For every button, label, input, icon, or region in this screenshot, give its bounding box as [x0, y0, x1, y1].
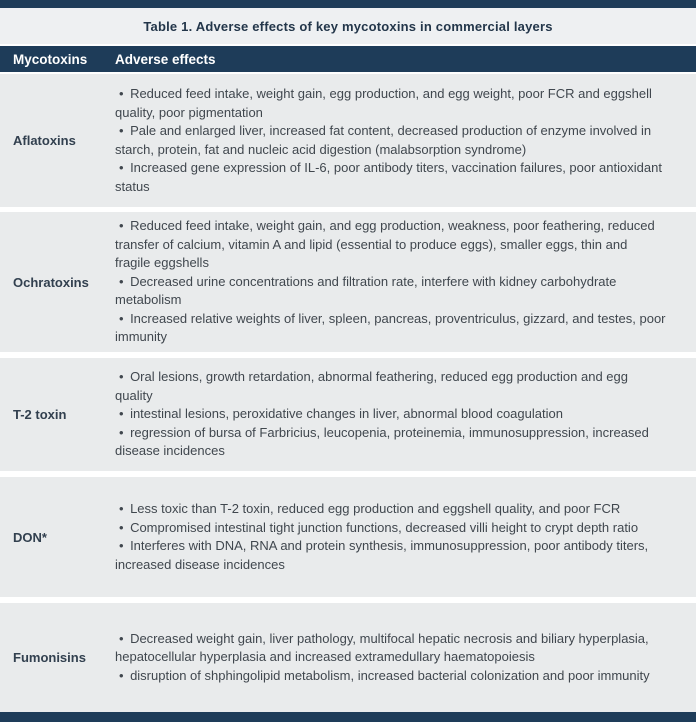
bullet-item: • Increased relative weights of liver, spleen, pancreas, proventriculus, gizzard, and testes, poor immunity [115, 310, 666, 347]
table-title: Table 1. Adverse effects of key mycotoxins in commercial layers [143, 18, 553, 34]
adverse-effects-cell [115, 603, 696, 712]
mycotoxin-name: DON* [13, 529, 47, 545]
bullet-item: • Reduced feed intake, weight gain, and egg production, weakness, poor feathering, reduced transfer of calcium, vitamin A and lipid (essential to produce eggs), smaller eggs, thin and fragile eggshells [115, 217, 666, 273]
bullet-item: • Interferes with DNA, RNA and protein synthesis, immunosuppression, poor antibody titers, increased disease incidences [115, 537, 666, 574]
adverse-effects-cell [115, 358, 696, 471]
table-title-bar [0, 8, 696, 44]
adverse-effects-cell [115, 477, 696, 597]
top-border-bar [0, 0, 696, 8]
bullet-item: • Compromised intestinal tight junction functions, decreased villi height to crypt depth ratio [115, 519, 666, 538]
column-header-adverse-effects: Adverse effects [115, 51, 216, 67]
mycotoxin-name: Fumonisins [13, 650, 86, 665]
bullet-item: • Oral lesions, growth retardation, abnormal feathering, reduced egg production and egg quality [115, 368, 666, 405]
bullet-item: • Increased gene expression of IL-6, poor antibody titers, vaccination failures, poor antioxidant status [115, 159, 666, 196]
bullet-item: • Decreased urine concentrations and filtration rate, interfere with kidney carbohydrate metabolism [115, 273, 666, 310]
bullet-item: • Decreased weight gain, liver pathology, multifocal hepatic necrosis and biliary hyperplasia, hepatocellular hyperplasia and increased extramedullary haematopoiesis [115, 630, 666, 667]
adverse-effects-cell [115, 212, 696, 352]
bullet-item: • Less toxic than T-2 toxin, reduced egg production and eggshell quality, and poor FCR [115, 500, 666, 519]
bottom-border-bar [0, 712, 696, 722]
column-header-mycotoxins: Mycotoxins [13, 51, 88, 67]
bullet-item: • Reduced feed intake, weight gain, egg production, and egg weight, poor FCR and eggshell quality, poor pigmentation [115, 85, 666, 122]
mycotoxin-name: Aflatoxins [13, 133, 76, 148]
table-row [0, 212, 696, 352]
table-header-row [0, 46, 696, 72]
bullet-item: • intestinal lesions, peroxidative changes in liver, abnormal blood coagulation [115, 405, 666, 424]
mycotoxin-name: T-2 toxin [13, 407, 67, 422]
bullet-item: • regression of bursa of Farbricius, leucopenia, proteinemia, immunosuppression, increased disease incidences [115, 424, 666, 461]
table-row [0, 477, 696, 597]
bullet-item: • Pale and enlarged liver, increased fat content, decreased production of enzyme involved in starch, protein, fat and nucleic acid digestion (malabsorption syndrome) [115, 122, 666, 159]
table-row [0, 74, 696, 207]
bullet-item: • disruption of shphingolipid metabolism, increased bacterial colonization and poor immunity [115, 667, 666, 686]
mycotoxin-name: Ochratoxins [13, 274, 89, 290]
table-row [0, 603, 696, 712]
table-row [0, 358, 696, 471]
adverse-effects-cell [115, 74, 696, 207]
